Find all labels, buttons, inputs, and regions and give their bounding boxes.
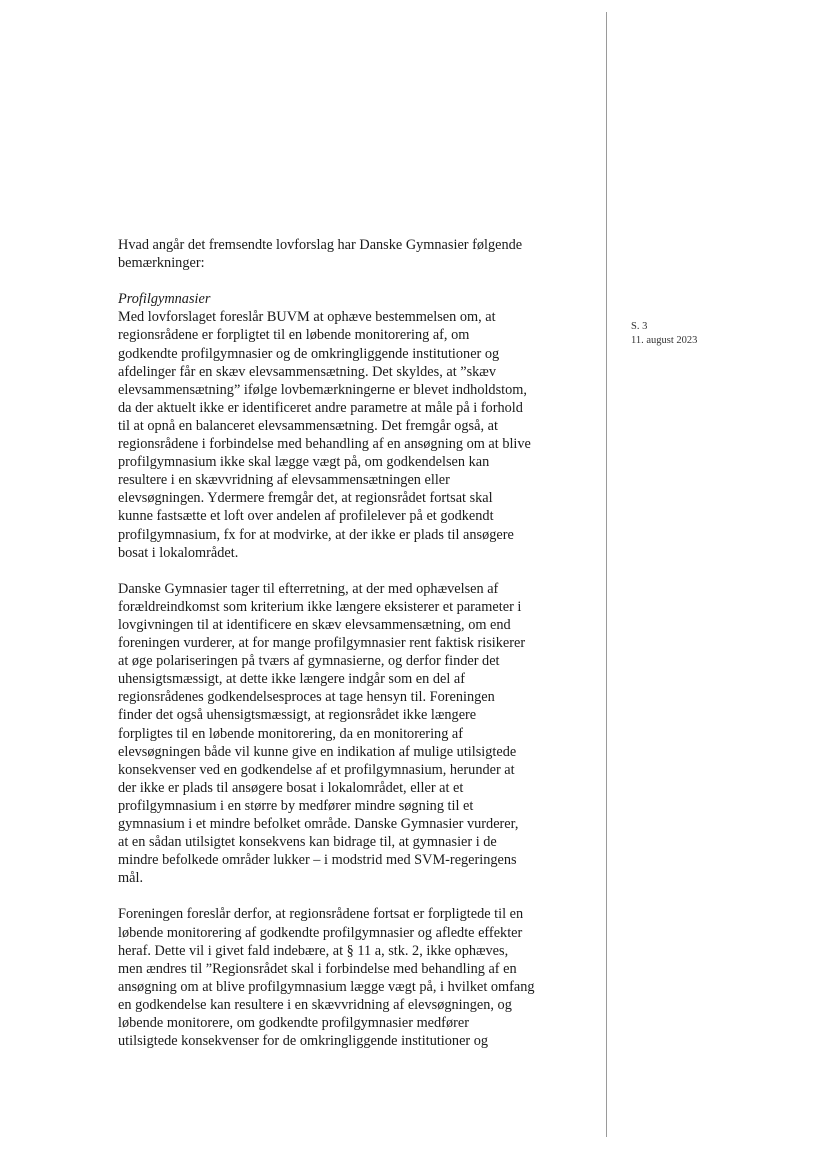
paragraph-line: elevsøgningen både vil kunne give en indikation af mulige utilsigtede	[118, 743, 517, 760]
paragraph-line: men ændres til ”Regionsrådet skal i forbindelse med behandling af en	[118, 960, 517, 977]
document-date: 11. august 2023	[631, 334, 698, 346]
paragraph-line: til at opnå en balanceret elevsammensætning. Det fremgår også, at	[118, 417, 498, 434]
paragraph-line: godkendte profilgymnasier og de omkringliggende institutioner og	[118, 345, 500, 362]
paragraph-line: at en sådan utilsigtet konsekvens kan bidrage til, at gymnasier i de	[118, 834, 497, 851]
page-number: S. 3	[631, 321, 648, 332]
paragraph-line: kunne fastsætte et loft over andelen af profilelever på et godkendt	[118, 508, 494, 525]
paragraph-line: uhensigtsmæssigt, at dette ikke længere indgår som en del af	[118, 671, 466, 688]
paragraph-line: Danske Gymnasier tager til efterretning, at der med ophævelsen af	[118, 580, 499, 597]
paragraph-line: en godkendelse kan resultere i en skævvridning af elevsøgningen, og	[118, 996, 512, 1013]
paragraph-line: bosat i lokalområdet.	[118, 544, 239, 561]
paragraph-line: gymnasium i et mindre befolket område. Danske Gymnasier vurderer,	[118, 816, 519, 832]
paragraph-line: regionsrådenes godkendelsesproces at tage hensyn til. Foreningen	[118, 689, 495, 706]
paragraph-line: forpligtes til en løbende monitorering, da en monitorering af	[118, 725, 464, 742]
paragraph-line: Foreningen foreslår derfor, at regionsrådene fortsat er forpligtede til en	[118, 906, 524, 923]
margin-meta	[631, 320, 697, 347]
intro-paragraph	[118, 236, 592, 272]
paragraph-line: forældreindkomst som kriterium ikke længere eksisterer et parameter i	[118, 598, 522, 615]
paragraph-line: heraf. Dette vil i givet fald indebære, at § 11 a, stk. 2, ikke ophæves,	[118, 942, 509, 959]
intro-line: Hvad angår det fremsendte lovforslag har Danske Gymnasier følgende	[118, 237, 523, 253]
section-heading: Profilgymnasier	[118, 291, 211, 308]
paragraph-line: afdelinger får en skæv elevsammensætning. Det skyldes, at ”skæv	[118, 363, 496, 380]
margin-divider-line	[606, 12, 607, 1137]
paragraph-line: utilsigtede konsekvenser for de omkringliggende institutioner og	[118, 1033, 489, 1050]
paragraph-line: lovgivningen til at identificere en skæv elevsammensætning, om end	[118, 616, 511, 633]
paragraph-line: mindre befolkede områder lukker – i modstrid med SVM-regeringens	[118, 852, 517, 869]
paragraph-line: mål.	[118, 870, 144, 887]
paragraph-line: løbende monitorering af godkendte profilgymnasier og afledte effekter	[118, 924, 523, 941]
paragraph-line: at øge polariseringen på tværs af gymnasierne, og derfor finder det	[118, 653, 500, 670]
main-text-column	[118, 236, 592, 1068]
paragraph-line: resultere i en skævvridning af elevsammensætningen eller	[118, 472, 450, 489]
intro-line: bemærkninger:	[118, 255, 205, 272]
paragraph-line: konsekvenser ved en godkendelse af et profilgymnasium, herunder at	[118, 761, 515, 778]
paragraph-line: finder det også uhensigtsmæssigt, at regionsrådet ikke længere	[118, 707, 477, 724]
paragraph-line: der ikke er plads til ansøgere bosat i lokalområdet, eller at et	[118, 779, 464, 796]
paragraph-line: foreningen vurderer, at for mange profilgymnasier rent faktisk risikerer	[118, 635, 526, 652]
section-paragraph-3	[118, 905, 592, 1050]
paragraph-line: profilgymnasium i en større by medfører mindre søgning til et	[118, 797, 474, 814]
paragraph-line: profilgymnasium ikke skal lægge vægt på, om godkendelsen kan	[118, 454, 490, 471]
paragraph-line: regionsrådene i forbindelse med behandling af en ansøgning om at blive	[118, 436, 531, 453]
paragraph-line: da der aktuelt ikke er identificeret andre parametre at måle på i forhold	[118, 399, 523, 416]
section-paragraph-2	[118, 580, 592, 888]
section-paragraph-1	[118, 290, 592, 561]
paragraph-line: regionsrådene er forpligtet til en løbende monitorering af, om	[118, 327, 470, 344]
paragraph-line: ansøgning om at blive profilgymnasium lægge vægt på, i hvilket omfang	[118, 978, 535, 995]
paragraph-line: elevsøgningen. Ydermere fremgår det, at regionsrådet fortsat skal	[118, 490, 493, 507]
paragraph-line: løbende monitorere, om godkendte profilgymnasier medfører	[118, 1015, 469, 1032]
paragraph-line: profilgymnasium, fx for at modvirke, at der ikke er plads til ansøgere	[118, 526, 514, 543]
paragraph-line: elevsammensætning” ifølge lovbemærkningerne er blevet indholdstom,	[118, 381, 527, 398]
paragraph-line: Med lovforslaget foreslår BUVM at ophæve bestemmelsen om, at	[118, 309, 496, 326]
